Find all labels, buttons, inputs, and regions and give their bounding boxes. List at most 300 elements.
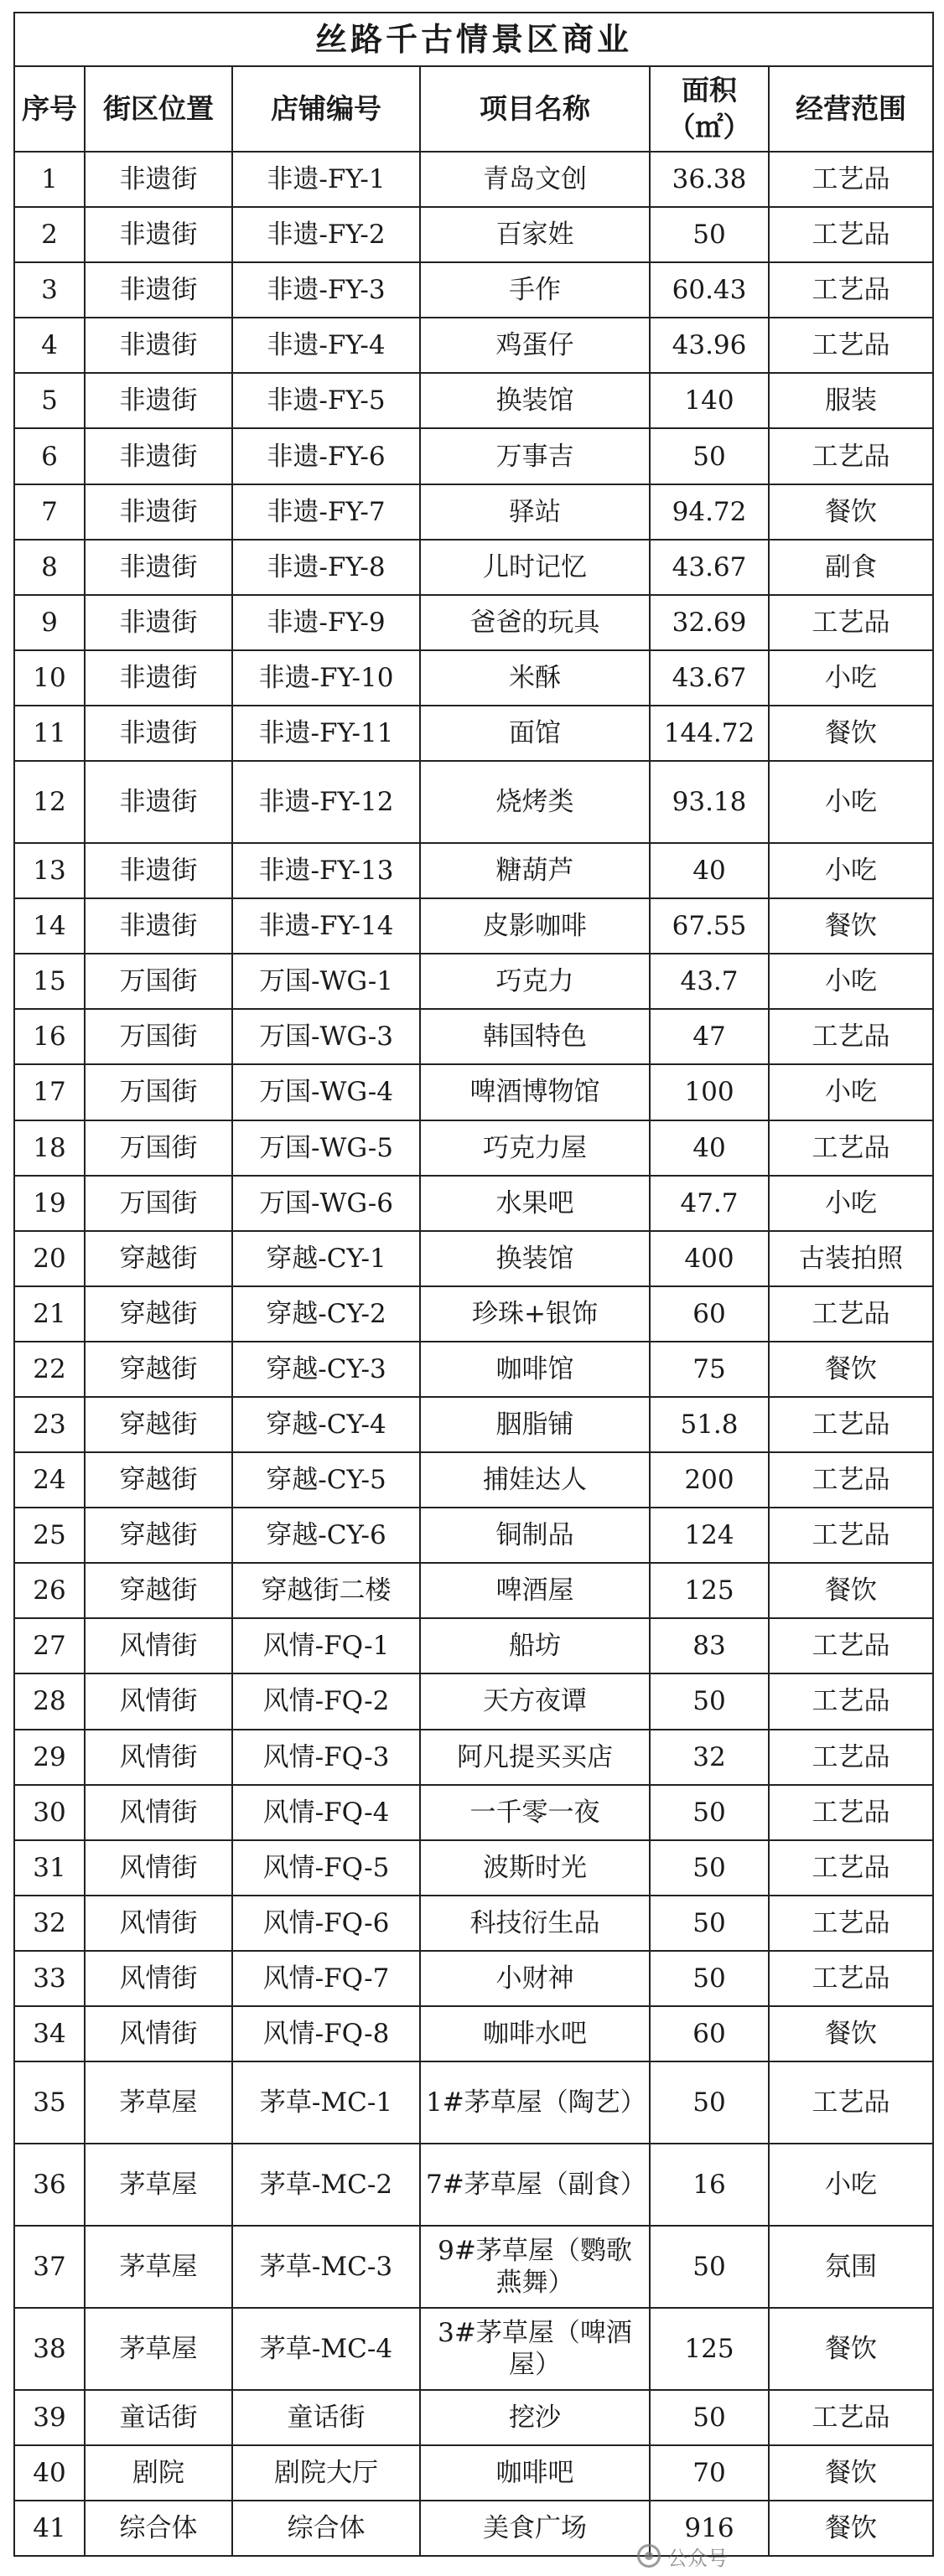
cell-index: 29 bbox=[14, 1730, 85, 1785]
cell-index: 27 bbox=[14, 1618, 85, 1673]
cell-street: 茅草屋 bbox=[85, 2061, 232, 2144]
table-row bbox=[14, 318, 933, 373]
table-row bbox=[14, 1397, 933, 1452]
cell-street: 非遗街 bbox=[85, 318, 232, 373]
cell-scope: 工艺品 bbox=[769, 1951, 933, 2006]
cell-index: 32 bbox=[14, 1896, 85, 1951]
cell-area: 60 bbox=[650, 1286, 769, 1342]
cell-shop-code: 非遗-FY-5 bbox=[232, 373, 420, 428]
cell-street: 综合体 bbox=[85, 2501, 232, 2556]
cell-index: 26 bbox=[14, 1563, 85, 1618]
cell-scope: 工艺品 bbox=[769, 1397, 933, 1452]
cell-street: 剧院 bbox=[85, 2445, 232, 2501]
cell-area: 43.67 bbox=[650, 650, 769, 706]
cell-project: 驿站 bbox=[420, 484, 650, 540]
cell-project: 船坊 bbox=[420, 1618, 650, 1673]
header-shop-code: 店铺编号 bbox=[232, 66, 420, 152]
cell-area: 47 bbox=[650, 1009, 769, 1064]
cell-area: 51.8 bbox=[650, 1397, 769, 1452]
cell-shop-code: 穿越-CY-3 bbox=[232, 1342, 420, 1397]
cell-shop-code: 风情-FQ-5 bbox=[232, 1840, 420, 1896]
cell-shop-code: 万国-WG-6 bbox=[232, 1176, 420, 1231]
cell-index: 41 bbox=[14, 2501, 85, 2556]
cell-scope: 餐饮 bbox=[769, 898, 933, 954]
cell-scope: 小吃 bbox=[769, 954, 933, 1009]
cell-index: 37 bbox=[14, 2226, 85, 2308]
cell-street: 穿越街 bbox=[85, 1231, 232, 1286]
cell-scope: 小吃 bbox=[769, 761, 933, 843]
table-row bbox=[14, 1730, 933, 1785]
table-row bbox=[14, 207, 933, 262]
table-row bbox=[14, 2308, 933, 2390]
cell-scope: 副食 bbox=[769, 540, 933, 595]
cell-project: 3#茅草屋（啤酒屋） bbox=[420, 2308, 650, 2390]
cell-area: 40 bbox=[650, 843, 769, 898]
cell-street: 风情街 bbox=[85, 1785, 232, 1840]
cell-project: 爸爸的玩具 bbox=[420, 595, 650, 650]
business-table-sheet bbox=[13, 12, 932, 2557]
cell-area: 50 bbox=[650, 2390, 769, 2445]
cell-project: 换装馆 bbox=[420, 373, 650, 428]
cell-area: 60 bbox=[650, 2006, 769, 2061]
header-index: 序号 bbox=[14, 66, 85, 152]
cell-index: 17 bbox=[14, 1064, 85, 1120]
cell-index: 31 bbox=[14, 1840, 85, 1896]
cell-project: 韩国特色 bbox=[420, 1009, 650, 1064]
cell-scope: 餐饮 bbox=[769, 1563, 933, 1618]
cell-area: 50 bbox=[650, 1673, 769, 1729]
cell-index: 12 bbox=[14, 761, 85, 843]
cell-shop-code: 非遗-FY-3 bbox=[232, 262, 420, 318]
cell-area: 50 bbox=[650, 1785, 769, 1840]
cell-street: 风情街 bbox=[85, 2006, 232, 2061]
cell-project: 挖沙 bbox=[420, 2390, 650, 2445]
cell-scope: 餐饮 bbox=[769, 484, 933, 540]
cell-street: 非遗街 bbox=[85, 761, 232, 843]
table-row bbox=[14, 1452, 933, 1508]
cell-shop-code: 非遗-FY-2 bbox=[232, 207, 420, 262]
cell-project: 捕娃达人 bbox=[420, 1452, 650, 1508]
cell-index: 7 bbox=[14, 484, 85, 540]
cell-project: 万事吉 bbox=[420, 428, 650, 484]
cell-shop-code: 非遗-FY-1 bbox=[232, 152, 420, 207]
table-row bbox=[14, 595, 933, 650]
cell-shop-code: 穿越-CY-1 bbox=[232, 1231, 420, 1286]
cell-street: 万国街 bbox=[85, 1009, 232, 1064]
cell-scope: 餐饮 bbox=[769, 2501, 933, 2556]
cell-scope: 工艺品 bbox=[769, 1452, 933, 1508]
table-title: 丝路千古情景区商业 bbox=[14, 13, 933, 66]
cell-project: 一千零一夜 bbox=[420, 1785, 650, 1840]
cell-street: 非遗街 bbox=[85, 843, 232, 898]
cell-area: 144.72 bbox=[650, 706, 769, 761]
header-area: 面积（㎡） bbox=[650, 66, 769, 152]
cell-shop-code: 非遗-FY-13 bbox=[232, 843, 420, 898]
cell-project: 巧克力 bbox=[420, 954, 650, 1009]
cell-shop-code: 穿越-CY-2 bbox=[232, 1286, 420, 1342]
cell-street: 非遗街 bbox=[85, 428, 232, 484]
cell-street: 穿越街 bbox=[85, 1452, 232, 1508]
cell-area: 94.72 bbox=[650, 484, 769, 540]
cell-project: 咖啡馆 bbox=[420, 1342, 650, 1397]
table-row bbox=[14, 262, 933, 318]
cell-scope: 餐饮 bbox=[769, 2308, 933, 2390]
cell-index: 35 bbox=[14, 2061, 85, 2144]
cell-index: 28 bbox=[14, 1673, 85, 1729]
cell-area: 140 bbox=[650, 373, 769, 428]
header-street: 街区位置 bbox=[85, 66, 232, 152]
cell-street: 非遗街 bbox=[85, 706, 232, 761]
cell-index: 33 bbox=[14, 1951, 85, 2006]
table-row bbox=[14, 1951, 933, 2006]
cell-scope: 餐饮 bbox=[769, 2006, 933, 2061]
cell-area: 16 bbox=[650, 2144, 769, 2226]
table-row bbox=[14, 761, 933, 843]
cell-scope: 工艺品 bbox=[769, 1009, 933, 1064]
cell-area: 47.7 bbox=[650, 1176, 769, 1231]
cell-area: 50 bbox=[650, 1840, 769, 1896]
cell-area: 40 bbox=[650, 1120, 769, 1176]
cell-index: 30 bbox=[14, 1785, 85, 1840]
cell-shop-code: 非遗-FY-8 bbox=[232, 540, 420, 595]
cell-street: 茅草屋 bbox=[85, 2308, 232, 2390]
cell-area: 50 bbox=[650, 428, 769, 484]
table-row bbox=[14, 1673, 933, 1729]
cell-shop-code: 万国-WG-3 bbox=[232, 1009, 420, 1064]
cell-street: 风情街 bbox=[85, 1951, 232, 2006]
cell-index: 38 bbox=[14, 2308, 85, 2390]
cell-shop-code: 非遗-FY-4 bbox=[232, 318, 420, 373]
table-row bbox=[14, 1120, 933, 1176]
cell-scope: 服装 bbox=[769, 373, 933, 428]
cell-index: 1 bbox=[14, 152, 85, 207]
cell-scope: 工艺品 bbox=[769, 1286, 933, 1342]
cell-project: 咖啡水吧 bbox=[420, 2006, 650, 2061]
cell-scope: 小吃 bbox=[769, 650, 933, 706]
table-row bbox=[14, 1896, 933, 1951]
cell-project: 鸡蛋仔 bbox=[420, 318, 650, 373]
table-row bbox=[14, 898, 933, 954]
table-row bbox=[14, 373, 933, 428]
cell-scope: 工艺品 bbox=[769, 1120, 933, 1176]
cell-shop-code: 万国-WG-1 bbox=[232, 954, 420, 1009]
cell-scope: 工艺品 bbox=[769, 1730, 933, 1785]
cell-scope: 工艺品 bbox=[769, 1673, 933, 1729]
cell-shop-code: 非遗-FY-14 bbox=[232, 898, 420, 954]
cell-scope: 工艺品 bbox=[769, 1840, 933, 1896]
cell-index: 6 bbox=[14, 428, 85, 484]
cell-index: 2 bbox=[14, 207, 85, 262]
cell-index: 9 bbox=[14, 595, 85, 650]
cell-index: 16 bbox=[14, 1009, 85, 1064]
cell-street: 穿越街 bbox=[85, 1508, 232, 1563]
table-row bbox=[14, 2006, 933, 2061]
cell-area: 83 bbox=[650, 1618, 769, 1673]
cell-street: 风情街 bbox=[85, 1840, 232, 1896]
cell-index: 11 bbox=[14, 706, 85, 761]
cell-shop-code: 茅草-MC-1 bbox=[232, 2061, 420, 2144]
cell-project: 9#茅草屋（鹦歌燕舞） bbox=[420, 2226, 650, 2308]
header-scope: 经营范围 bbox=[769, 66, 933, 152]
cell-street: 非遗街 bbox=[85, 262, 232, 318]
cell-street: 茅草屋 bbox=[85, 2144, 232, 2226]
cell-street: 穿越街 bbox=[85, 1342, 232, 1397]
table-row bbox=[14, 484, 933, 540]
cell-area: 916 bbox=[650, 2501, 769, 2556]
cell-shop-code: 风情-FQ-8 bbox=[232, 2006, 420, 2061]
cell-project: 1#茅草屋（陶艺） bbox=[420, 2061, 650, 2144]
cell-index: 13 bbox=[14, 843, 85, 898]
cell-street: 非遗街 bbox=[85, 207, 232, 262]
cell-index: 19 bbox=[14, 1176, 85, 1231]
cell-shop-code: 穿越街二楼 bbox=[232, 1563, 420, 1618]
cell-project: 7#茅草屋（副食） bbox=[420, 2144, 650, 2226]
cell-shop-code: 非遗-FY-6 bbox=[232, 428, 420, 484]
table-row bbox=[14, 706, 933, 761]
cell-street: 风情街 bbox=[85, 1618, 232, 1673]
business-table bbox=[13, 12, 934, 2557]
table-row bbox=[14, 1064, 933, 1120]
cell-street: 万国街 bbox=[85, 954, 232, 1009]
cell-index: 23 bbox=[14, 1397, 85, 1452]
cell-project: 百家姓 bbox=[420, 207, 650, 262]
table-row bbox=[14, 1618, 933, 1673]
cell-index: 20 bbox=[14, 1231, 85, 1286]
table-row bbox=[14, 1840, 933, 1896]
cell-project: 青岛文创 bbox=[420, 152, 650, 207]
cell-area: 50 bbox=[650, 2061, 769, 2144]
cell-shop-code: 风情-FQ-1 bbox=[232, 1618, 420, 1673]
cell-scope: 小吃 bbox=[769, 843, 933, 898]
cell-project: 面馆 bbox=[420, 706, 650, 761]
cell-shop-code: 风情-FQ-7 bbox=[232, 1951, 420, 2006]
table-row bbox=[14, 954, 933, 1009]
cell-shop-code: 风情-FQ-2 bbox=[232, 1673, 420, 1729]
table-row bbox=[14, 843, 933, 898]
cell-index: 39 bbox=[14, 2390, 85, 2445]
cell-shop-code: 童话街 bbox=[232, 2390, 420, 2445]
cell-street: 万国街 bbox=[85, 1176, 232, 1231]
cell-scope: 小吃 bbox=[769, 1176, 933, 1231]
cell-scope: 工艺品 bbox=[769, 262, 933, 318]
cell-scope: 餐饮 bbox=[769, 2445, 933, 2501]
cell-scope: 工艺品 bbox=[769, 207, 933, 262]
cell-shop-code: 茅草-MC-2 bbox=[232, 2144, 420, 2226]
table-row bbox=[14, 2144, 933, 2226]
cell-shop-code: 茅草-MC-4 bbox=[232, 2308, 420, 2390]
cell-project: 咖啡吧 bbox=[420, 2445, 650, 2501]
cell-project: 烧烤类 bbox=[420, 761, 650, 843]
cell-scope: 古装拍照 bbox=[769, 1231, 933, 1286]
table-row bbox=[14, 2501, 933, 2556]
cell-area: 50 bbox=[650, 1896, 769, 1951]
cell-area: 93.18 bbox=[650, 761, 769, 843]
cell-area: 36.38 bbox=[650, 152, 769, 207]
cell-street: 风情街 bbox=[85, 1730, 232, 1785]
cell-scope: 工艺品 bbox=[769, 2061, 933, 2144]
table-row bbox=[14, 2445, 933, 2501]
cell-shop-code: 非遗-FY-10 bbox=[232, 650, 420, 706]
cell-index: 14 bbox=[14, 898, 85, 954]
cell-scope: 工艺品 bbox=[769, 152, 933, 207]
table-row bbox=[14, 152, 933, 207]
watermark bbox=[637, 2541, 728, 2571]
cell-project: 波斯时光 bbox=[420, 1840, 650, 1896]
cell-scope: 工艺品 bbox=[769, 595, 933, 650]
cell-index: 22 bbox=[14, 1342, 85, 1397]
cell-index: 40 bbox=[14, 2445, 85, 2501]
cell-shop-code: 风情-FQ-4 bbox=[232, 1785, 420, 1840]
cell-scope: 餐饮 bbox=[769, 1342, 933, 1397]
cell-area: 125 bbox=[650, 2308, 769, 2390]
cell-street: 穿越街 bbox=[85, 1286, 232, 1342]
cell-street: 茅草屋 bbox=[85, 2226, 232, 2308]
cell-street: 非遗街 bbox=[85, 484, 232, 540]
cell-scope: 工艺品 bbox=[769, 1508, 933, 1563]
cell-shop-code: 万国-WG-4 bbox=[232, 1064, 420, 1120]
cell-project: 科技衍生品 bbox=[420, 1896, 650, 1951]
cell-scope: 工艺品 bbox=[769, 1896, 933, 1951]
cell-shop-code: 非遗-FY-12 bbox=[232, 761, 420, 843]
table-row bbox=[14, 1563, 933, 1618]
cell-scope: 工艺品 bbox=[769, 318, 933, 373]
cell-index: 34 bbox=[14, 2006, 85, 2061]
table-row bbox=[14, 1785, 933, 1840]
table-row bbox=[14, 1508, 933, 1563]
cell-street: 万国街 bbox=[85, 1064, 232, 1120]
cell-scope: 工艺品 bbox=[769, 2390, 933, 2445]
table-row bbox=[14, 1286, 933, 1342]
table-row bbox=[14, 1009, 933, 1064]
cell-area: 125 bbox=[650, 1563, 769, 1618]
watermark-text: 公众号 bbox=[667, 2546, 728, 2570]
cell-project: 儿时记忆 bbox=[420, 540, 650, 595]
table-row bbox=[14, 1231, 933, 1286]
cell-street: 穿越街 bbox=[85, 1397, 232, 1452]
cell-area: 32.69 bbox=[650, 595, 769, 650]
cell-index: 5 bbox=[14, 373, 85, 428]
cell-index: 18 bbox=[14, 1120, 85, 1176]
cell-area: 50 bbox=[650, 207, 769, 262]
cell-scope: 小吃 bbox=[769, 2144, 933, 2226]
cell-project: 换装馆 bbox=[420, 1231, 650, 1286]
cell-area: 124 bbox=[650, 1508, 769, 1563]
cell-street: 非遗街 bbox=[85, 898, 232, 954]
cell-shop-code: 非遗-FY-11 bbox=[232, 706, 420, 761]
cell-area: 75 bbox=[650, 1342, 769, 1397]
cell-project: 手作 bbox=[420, 262, 650, 318]
cell-shop-code: 非遗-FY-7 bbox=[232, 484, 420, 540]
cell-area: 70 bbox=[650, 2445, 769, 2501]
cell-shop-code: 风情-FQ-6 bbox=[232, 1896, 420, 1951]
cell-index: 24 bbox=[14, 1452, 85, 1508]
cell-scope: 工艺品 bbox=[769, 428, 933, 484]
cell-street: 非遗街 bbox=[85, 540, 232, 595]
cell-area: 43.67 bbox=[650, 540, 769, 595]
cell-project: 啤酒博物馆 bbox=[420, 1064, 650, 1120]
cell-area: 67.55 bbox=[650, 898, 769, 954]
cell-street: 非遗街 bbox=[85, 373, 232, 428]
cell-area: 60.43 bbox=[650, 262, 769, 318]
table-row bbox=[14, 1342, 933, 1397]
cell-index: 10 bbox=[14, 650, 85, 706]
cell-shop-code: 万国-WG-5 bbox=[232, 1120, 420, 1176]
cell-shop-code: 风情-FQ-3 bbox=[232, 1730, 420, 1785]
cell-area: 50 bbox=[650, 2226, 769, 2308]
cell-street: 童话街 bbox=[85, 2390, 232, 2445]
cell-project: 阿凡提买买店 bbox=[420, 1730, 650, 1785]
cell-street: 风情街 bbox=[85, 1673, 232, 1729]
cell-scope: 工艺品 bbox=[769, 1785, 933, 1840]
cell-shop-code: 穿越-CY-5 bbox=[232, 1452, 420, 1508]
cell-street: 非遗街 bbox=[85, 152, 232, 207]
cell-project: 小财神 bbox=[420, 1951, 650, 2006]
table-row bbox=[14, 540, 933, 595]
cell-project: 巧克力屋 bbox=[420, 1120, 650, 1176]
cell-index: 36 bbox=[14, 2144, 85, 2226]
cell-index: 3 bbox=[14, 262, 85, 318]
cell-index: 21 bbox=[14, 1286, 85, 1342]
cell-street: 穿越街 bbox=[85, 1563, 232, 1618]
table-row bbox=[14, 2390, 933, 2445]
cell-project: 糖葫芦 bbox=[420, 843, 650, 898]
cell-area: 50 bbox=[650, 1951, 769, 2006]
table-body bbox=[14, 152, 933, 2556]
cell-area: 43.96 bbox=[650, 318, 769, 373]
cell-area: 43.7 bbox=[650, 954, 769, 1009]
cell-street: 非遗街 bbox=[85, 650, 232, 706]
table-row bbox=[14, 428, 933, 484]
cell-index: 8 bbox=[14, 540, 85, 595]
cell-area: 200 bbox=[650, 1452, 769, 1508]
table-row bbox=[14, 650, 933, 706]
cell-street: 万国街 bbox=[85, 1120, 232, 1176]
cell-scope: 工艺品 bbox=[769, 1618, 933, 1673]
cell-project: 铜制品 bbox=[420, 1508, 650, 1563]
cell-project: 米酥 bbox=[420, 650, 650, 706]
cell-index: 15 bbox=[14, 954, 85, 1009]
cell-shop-code: 穿越-CY-4 bbox=[232, 1397, 420, 1452]
cell-area: 400 bbox=[650, 1231, 769, 1286]
cell-street: 风情街 bbox=[85, 1896, 232, 1951]
cell-index: 25 bbox=[14, 1508, 85, 1563]
cell-shop-code: 茅草-MC-3 bbox=[232, 2226, 420, 2308]
cell-project: 皮影咖啡 bbox=[420, 898, 650, 954]
cell-project: 天方夜谭 bbox=[420, 1673, 650, 1729]
cell-scope: 小吃 bbox=[769, 1064, 933, 1120]
table-row bbox=[14, 2226, 933, 2308]
wechat-icon bbox=[637, 2544, 661, 2568]
cell-index: 4 bbox=[14, 318, 85, 373]
cell-project: 胭脂铺 bbox=[420, 1397, 650, 1452]
cell-scope: 氛围 bbox=[769, 2226, 933, 2308]
cell-shop-code: 剧院大厅 bbox=[232, 2445, 420, 2501]
cell-project: 美食广场 bbox=[420, 2501, 650, 2556]
cell-shop-code: 穿越-CY-6 bbox=[232, 1508, 420, 1563]
header-project: 项目名称 bbox=[420, 66, 650, 152]
cell-street: 非遗街 bbox=[85, 595, 232, 650]
table-row bbox=[14, 1176, 933, 1231]
cell-project: 啤酒屋 bbox=[420, 1563, 650, 1618]
cell-shop-code: 综合体 bbox=[232, 2501, 420, 2556]
cell-project: 珍珠+银饰 bbox=[420, 1286, 650, 1342]
cell-scope: 餐饮 bbox=[769, 706, 933, 761]
table-row bbox=[14, 2061, 933, 2144]
cell-area: 32 bbox=[650, 1730, 769, 1785]
cell-shop-code: 非遗-FY-9 bbox=[232, 595, 420, 650]
cell-project: 水果吧 bbox=[420, 1176, 650, 1231]
cell-area: 100 bbox=[650, 1064, 769, 1120]
